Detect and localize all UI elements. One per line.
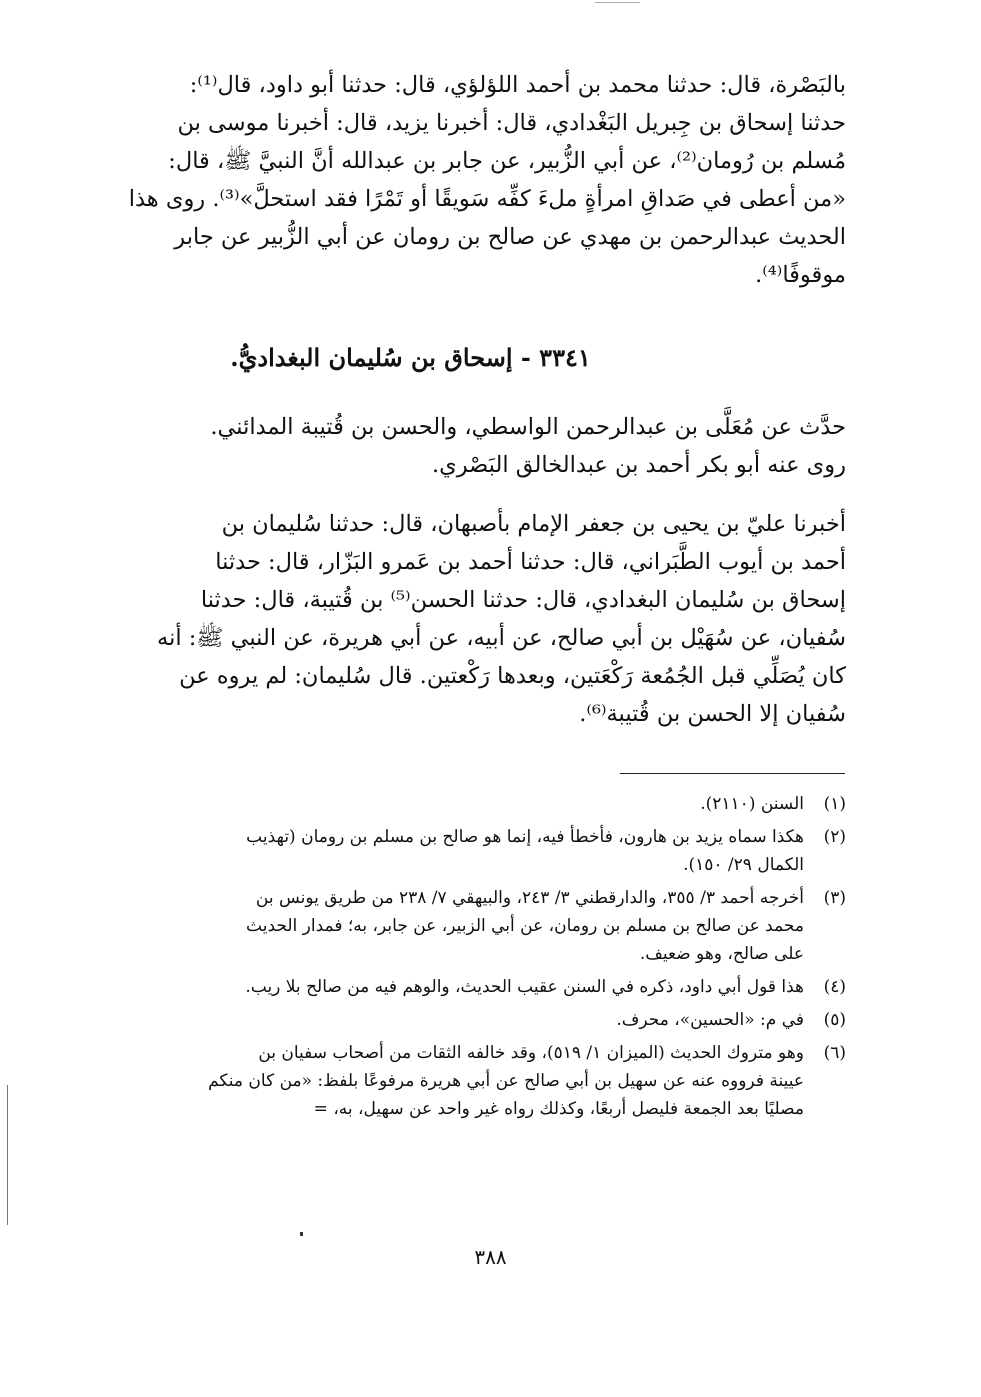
footnote-body (134, 973, 804, 1001)
footnote-3 (134, 884, 846, 968)
footnote-line: عيينة فرووه عنه عن سهيل بن أبي صالح عن أبي هريرة مرفوعًا بلفظ: «من كان منكم (208, 1071, 804, 1091)
footnote-body (134, 884, 804, 968)
entry-heading-wrapper (0, 340, 981, 376)
text-line: موقوفًا⁽⁴⁾. (755, 262, 846, 288)
text-line: مُسلم بن رُومان⁽²⁾، عن أبي الزُّبير، عن جابر بن عبدالله أنَّ النبيَّ ﷺ، قال: (168, 148, 846, 174)
text-line: روى عنه أبو بكر أحمد بن عبدالخالق البَصْري. (431, 452, 846, 478)
text-line: «من أعطى في صَداقِ امرأةٍ ملءَ كفِّه سَويقًا أو تَمْرًا فقد استحلَّ»⁽³⁾. روى هذا (128, 186, 846, 212)
text-line: سُفيان، عن سُهَيْل بن أبي صالح، عن أبيه، عن أبي هريرة، عن النبي ﷺ: أنه (157, 625, 846, 651)
footnote-number: (١) (823, 794, 846, 814)
footnote-5 (134, 1006, 846, 1034)
text-line: حدثنا إسحاق بن جِبريل البَغْدادي، قال: أخبرنا يزيد، قال: أخبرنا موسى بن (177, 110, 846, 136)
footnote-line: هذا قول أبي داود، ذكره في السنن عقيب الحديث، والوهم فيه من صالح بلا ريب. (245, 977, 804, 997)
footnote-6 (134, 1039, 846, 1123)
text-line: حدَّث عن مُعَلَّى بن عبدالرحمن الواسطي، والحسن بن قُتيبة المدائني. (210, 414, 846, 440)
scan-mark (595, 2, 640, 3)
footnote-body (134, 823, 804, 879)
text-line: إسحاق بن سُليمان البغدادي، قال: حدثنا الحسن⁽⁵⁾ بن قُتيبة، قال: حدثنا (200, 587, 846, 613)
footnote-line: محمد عن صالح بن مسلم بن رومان، عن أبي الزبير، عن جابر، به؛ فمدار الحديث (246, 916, 804, 936)
paragraph-hadith-2 (136, 505, 846, 733)
footnote-2 (134, 823, 846, 879)
footnote-body (134, 790, 804, 818)
footnote-number: (٥) (823, 1010, 846, 1030)
footnote-line: هكذا سماه يزيد بن هارون، فأخطأ فيه، إنما هو صالح بن مسلم بن رومان (تهذيب (246, 827, 804, 847)
footnote-line: السنن (٢١١٠). (700, 794, 804, 814)
footnote-line: في م: «الحسين»، محرف. (616, 1010, 804, 1030)
text-line: بالبَصْرة، قال: حدثنا محمد بن أحمد اللؤلؤي، قال: حدثنا أبو داود، قال⁽¹⁾: (189, 72, 846, 98)
footnote-body (134, 1006, 804, 1034)
footnote-line: وهو متروك الحديث (الميزان ١/ ٥١٩)، وقد خالفه الثقات من أصحاب سفيان بن (258, 1043, 804, 1063)
footnote-number: (٤) (823, 977, 846, 997)
footnote-line: الكمال ٢٩/ ١٥٠). (683, 855, 804, 875)
scan-margin-line (7, 1085, 8, 1225)
paragraph-biography (136, 408, 846, 484)
paragraph-hadith-1 (128, 66, 846, 294)
entry-heading: ٣٣٤١ - إسحاق بن سُليمان البغداديُّ. (230, 343, 591, 372)
text-line: الحديث عبدالرحمن بن مهدي عن صالح بن رومان عن أبي الزُّبير عن جابر (174, 224, 846, 250)
footnote-line: أخرجه أحمد ٣/ ٣٥٥، والدارقطني ٣/ ٢٤٣، والبيهقي ٧/ ٢٣٨ من طريق يونس بن (255, 888, 804, 908)
footnotes (134, 790, 846, 1128)
footnote-1 (134, 790, 846, 818)
scan-speck (300, 1232, 303, 1236)
text-line: أحمد بن أيوب الطَّبَراني، قال: حدثنا أحمد بن عَمرو البَزّار، قال: حدثنا (215, 549, 846, 575)
footnote-line: مصليًا بعد الجمعة فليصل أربعًا، وكذلك رواه غير واحد عن سهيل، به، = (313, 1099, 804, 1119)
footnote-separator (620, 773, 845, 774)
footnote-body (134, 1039, 804, 1123)
text-line: أخبرنا عليّ بن يحيى بن جعفر الإمام بأصبهان، قال: حدثنا سُليمان بن (221, 511, 846, 537)
footnote-4 (134, 973, 846, 1001)
text-line: كان يُصَلِّي قبل الجُمُعة رَكْعَتين، وبعدها رَكْعتين. قال سُليمان: لم يروه عن (179, 663, 846, 689)
footnote-line: على صالح، وهو ضعيف. (639, 944, 804, 964)
page-number: ٣٨٨ (474, 1245, 507, 1269)
footnote-number: (٢) (823, 827, 846, 847)
text-line: سُفيان إلا الحسن بن قُتيبة⁽⁶⁾. (579, 701, 846, 727)
footnote-number: (٦) (823, 1043, 846, 1063)
footnote-number: (٣) (823, 888, 846, 908)
